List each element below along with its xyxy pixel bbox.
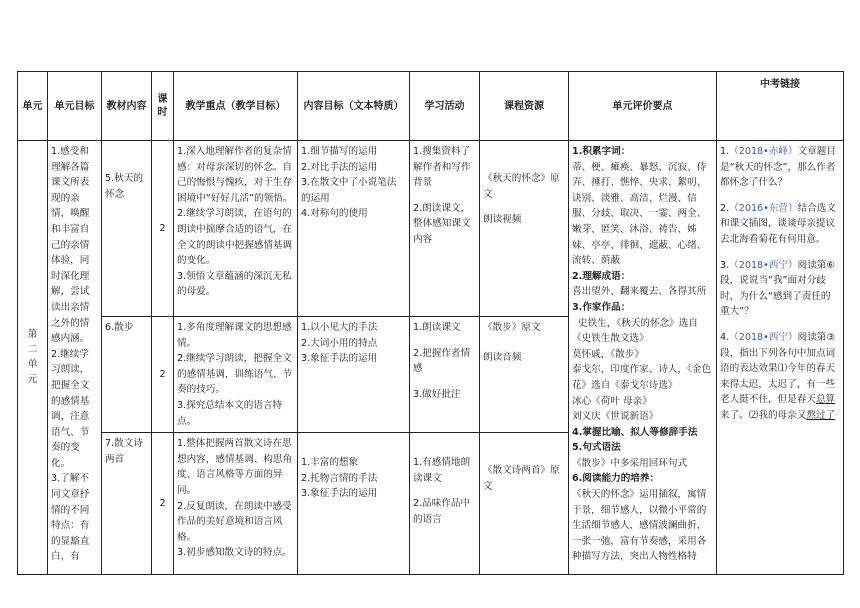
lesson-3-activity-1: 1.有感情地朗读课文: [413, 457, 471, 484]
header-resource: 课程资源: [480, 72, 569, 141]
lesson-2-focus-3: 3.探究总结本文的语言特点。: [177, 399, 283, 427]
exam-q1-source: （2018•赤峰）: [729, 146, 798, 157]
header-material: 教材内容: [102, 72, 152, 141]
exam-q2-text: 结合选文和课文插图，谈谈母亲提议去北海看菊花有何用意。: [720, 202, 836, 245]
lesson-1-content-3: 3.在散文中了小说笔法的运用: [301, 177, 397, 204]
header-focus: 教学重点（教学目标）: [174, 72, 298, 141]
exam-content: [720, 144, 840, 571]
lesson-1-focus-1: 1.深入地理解作者的复杂情感：对母亲深切的怀念。自己的悔恨与愧疚，对于生存困境中“好好儿活”的领悟。: [177, 146, 293, 204]
lesson-2-activity-1: 1.朗读课文: [413, 322, 461, 333]
unit-name-cell: [18, 141, 48, 575]
lesson-3-activity-2: 2.品味作品中的语言: [413, 498, 471, 525]
lesson-3-resource: [480, 433, 569, 575]
exam-q3-source: （2018•西宁）: [729, 259, 798, 271]
lesson-row-1: [18, 141, 844, 317]
lesson-2-focus: [174, 317, 298, 433]
lesson-1-content: [298, 141, 410, 317]
eval-s3-line-1: 史铁生，《秋天的怀念》选自《史铁生散文选》: [572, 317, 698, 345]
unit-plan-table: [17, 71, 843, 568]
exam-q3-num: 3.: [720, 259, 730, 271]
lesson-3-content-1: 1.丰富的想象: [301, 457, 359, 469]
eval-s1-text: 蒂、梗、瘫痪、暴怒、沉寂、侍弄、捶打、憔悴、央求、絮叨、诀别、淡雅、高洁、烂漫、信服、分歧、取决、一霎、两全、嫩芽、匿笑、沐浴、祷告、姊妹、亭亭、徘徊、遮蔽、心绪、流转、荫蔽: [572, 161, 707, 267]
exam-q1: [720, 144, 840, 191]
header-unit-goal: 单元目标: [48, 72, 102, 141]
unit-goal-3: 3.了解不同文章抒情的不同特点：有的显豁直白，有: [51, 473, 90, 563]
exam-q4-num: 4.: [720, 331, 730, 343]
exam-q4-text-b: 来了。⑵我的母亲又: [720, 409, 807, 421]
lesson-2-material: 6.散步: [102, 317, 152, 433]
header-evaluation: 单元评价要点: [569, 72, 717, 141]
exam-q2-num: 2.: [720, 202, 730, 214]
lesson-2-resource-1: 《散步》原文: [483, 322, 541, 333]
eval-s3-line-5: 刘义庆《世说新语》: [572, 411, 659, 423]
lesson-1-resource-2: 朗读视频: [483, 214, 522, 226]
exam-q3-text: 阅读第⑥段，说说当“我”面对分歧时，为什么“感到了责任的重大”？: [720, 259, 835, 318]
lesson-3-focus-3: 3.初步感知散文诗的特点。: [177, 547, 292, 559]
eval-s3-line-2: 莫怀戚，《散步》: [572, 348, 644, 360]
exam-q4-underlined-1: 总算: [815, 394, 836, 406]
lesson-1-resource: [480, 141, 569, 317]
lesson-1-hours: 2: [152, 141, 174, 317]
exam-q4-text-a: 阅读第③段，指出下列各句中加点词语的表达效果⑴今年的春天来得太迟，太迟了，有一些老人挺不住，但是春天: [720, 331, 836, 406]
lesson-1-content-1: 1.细节描写的运用: [301, 146, 378, 157]
lesson-3-focus-2: 2.反复朗读，在朗读中感受作品的美好意境和语言风格。: [177, 500, 292, 543]
exam-q2-source: （2016•东营）: [729, 202, 798, 214]
header-row: [18, 72, 844, 141]
lesson-1-focus: [174, 141, 298, 317]
lesson-1-activity-2: 2.朗读课文，整体感知课文内容: [413, 202, 471, 245]
lesson-1-activity: [410, 141, 480, 317]
exam-cell: [717, 141, 844, 575]
lesson-2-activity: [410, 317, 480, 433]
lesson-2-content: [298, 317, 410, 433]
header-activity: 学习活动: [410, 72, 480, 141]
unit-goal-cell: [48, 141, 102, 575]
lesson-3-content: [298, 433, 410, 575]
exam-q2: [720, 201, 840, 248]
lesson-1-content-2: 2.对比手法的运用: [301, 161, 378, 173]
lesson-1-activity-1: 1.搜集资料了解作者和写作背景: [413, 146, 471, 189]
exam-q4-source: （2018•西宁）: [729, 331, 798, 343]
lesson-2-resource: [480, 317, 569, 433]
lesson-1-content-4: 4.对称句的使用: [301, 208, 368, 220]
unit-goal-2: 2.继续学习朗读，把握全文的感情基调，注意语气、节奏的变化。: [51, 348, 90, 469]
lesson-3-focus-1: 1.整体把握两首散文诗在思想内容，感情基调、构思角度、语言风格等方面的异同。: [177, 438, 293, 496]
lesson-3-content-3: 3.象征手法的运用: [301, 488, 378, 500]
evaluation-content: [572, 144, 713, 571]
lesson-1-material: [102, 141, 152, 317]
eval-s6-title: 6.阅读能力的培养：: [572, 473, 660, 485]
eval-s3-title: 3.作家作品：: [572, 301, 631, 313]
header-hours: 课时: [152, 72, 174, 141]
header-content-goal: 内容目标（文本特质）: [298, 72, 410, 141]
eval-s4-title: 4.掌握比喻、拟人等修辞手法: [572, 426, 698, 438]
header-unit: 单元: [18, 72, 48, 141]
lesson-3-hours: 2: [152, 433, 174, 575]
lesson-2-content-1: 1.以小见大的手法: [301, 322, 378, 333]
eval-s3-line-4: 冰心《荷叶 母亲》: [572, 395, 652, 407]
eval-s3-line-3: 泰戈尔，印度作家、诗人，《金色花》选自《泰戈尔诗选》: [572, 364, 712, 391]
unit-goal-1: 1.感受和理解各篇课文所表现的亲情，唤醒和丰富自己的亲情体验，同时深化理解，尝试读出亲情之外的情感内涵。: [51, 146, 90, 345]
eval-s5-title: 5.句式语法: [572, 442, 621, 454]
eval-s2-title: 2.理解成语：: [572, 270, 631, 282]
exam-q4: [720, 330, 840, 424]
exam-q3: [720, 258, 840, 320]
lesson-2-content-3: 3.象征手法的运用: [301, 353, 378, 365]
lesson-3-activity: [410, 433, 480, 575]
unit-name: 第二单元: [27, 329, 38, 386]
eval-s2-text: 喜出望外、翻来覆去、各得其所: [572, 286, 707, 298]
lesson-3-focus: [174, 433, 298, 575]
lesson-2-hours: 2: [152, 317, 174, 433]
eval-s6-text: 《秋天的怀念》运用插叙，寓情于景，细节感人，以微小平常的生活细节感人，感情波澜曲折，一张一弛，富有节奏感，采用各种描写方法，突出人物性格特: [572, 489, 707, 563]
lesson-1-material-text: 5.秋天的怀念: [105, 173, 143, 200]
exam-q1-text: 文章题目是“秋天的怀念”，那么作者都怀念了什么？: [720, 146, 836, 189]
lesson-1-focus-3: 3.领悟文章蕴涵的深沉无私的母爱。: [177, 270, 292, 298]
lesson-2-content-2: 2.大词小用的特点: [301, 337, 378, 349]
exam-q1-num: 1.: [720, 146, 730, 157]
lesson-2-focus-1: 1.多角度理解课文的思想感情。: [177, 322, 292, 349]
lesson-2-activity-2: 2.把握作者情感: [413, 347, 471, 375]
lesson-2-resource-2: 朗读音频: [483, 351, 522, 363]
eval-s1-title: 1.积累字词：: [572, 146, 631, 157]
exam-q4-underlined-2: 熬过了: [806, 409, 836, 421]
lesson-1-resource-1: 《秋天的怀念》原文: [483, 173, 560, 200]
lesson-3-resource-1: 《散文诗两首》原文: [483, 465, 560, 492]
lesson-3-content-2: 2.托物言情的手法: [301, 472, 378, 484]
eval-s5-text: 《散步》中多采用回环句式: [572, 457, 688, 469]
evaluation-cell: [569, 141, 717, 575]
lesson-3-material: 7.散文诗两首: [102, 433, 152, 575]
header-exam: 中考链接: [717, 72, 844, 141]
lesson-2-activity-3: 3.做好批注: [413, 388, 461, 400]
lesson-2-focus-2: 2.继续学习朗读，把握全文的感情基调，训练语气、节奏的技巧。: [177, 353, 293, 396]
lesson-1-focus-2: 2.继续学习朗读，在语句的朗读中揣摩合适的语气，在全文的朗读中把握感情基调的变化。: [177, 208, 293, 267]
